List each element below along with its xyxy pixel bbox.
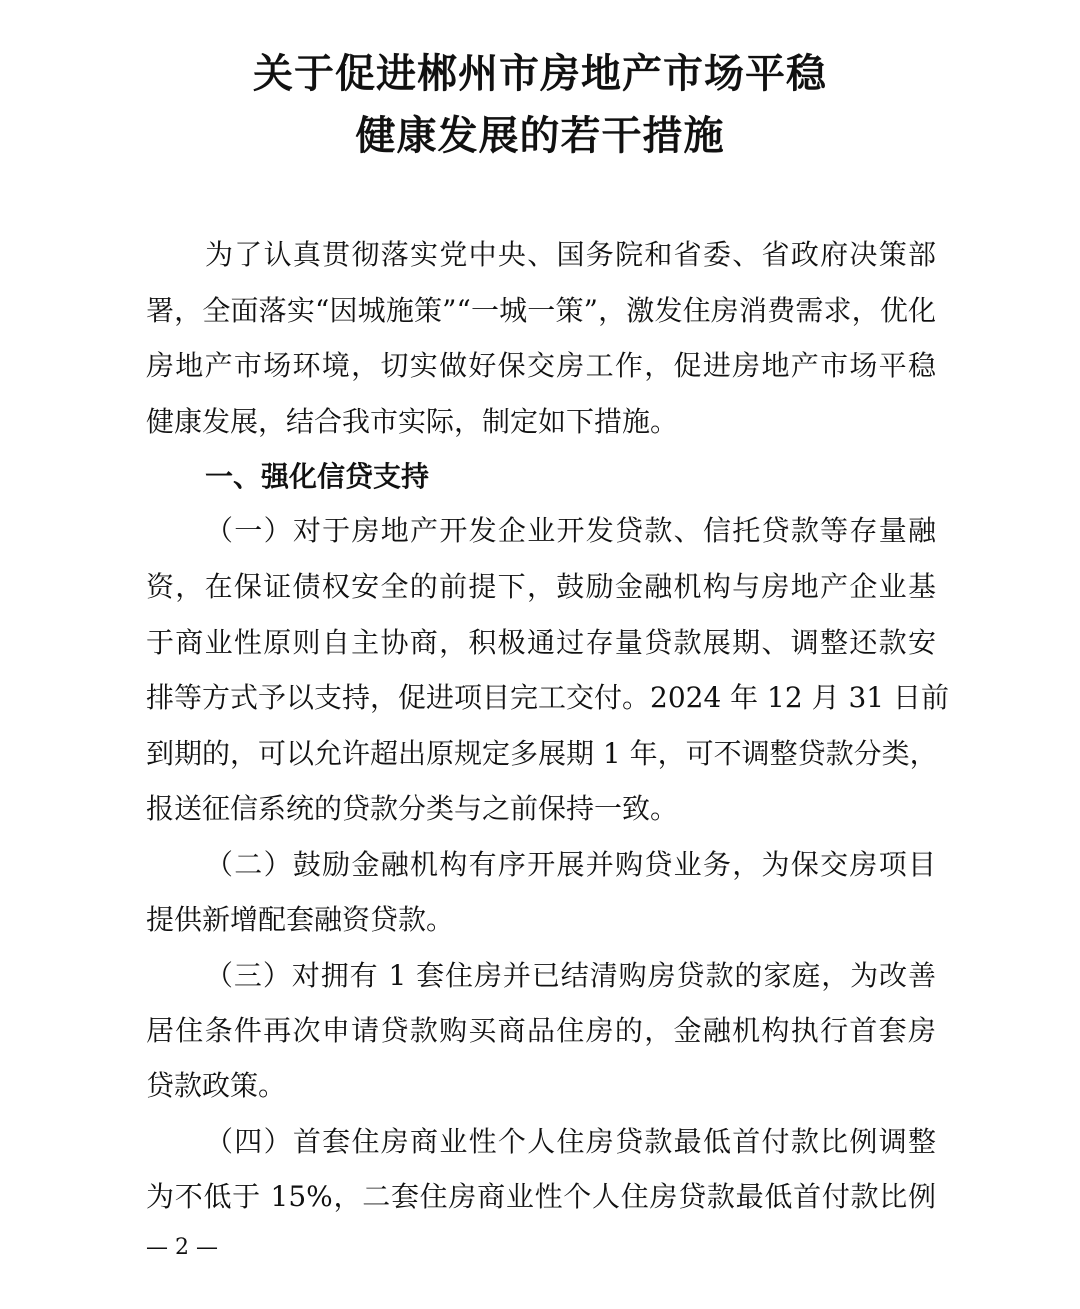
intro-line-2: 署，全面落实“因城施策”“一城一策”，激发住房消费需求，优化 — [146, 294, 936, 327]
item2-line-2: 提供新增配套融资贷款。 — [146, 903, 455, 936]
item3-line-2: 居住条件再次申请贷款购买商品住房的，金融机构执行首套房 — [146, 1014, 936, 1047]
intro-line-4: 健康发展，结合我市实际，制定如下措施。 — [146, 405, 679, 438]
page-number: — 2 — — [146, 1235, 218, 1260]
document-title-line-1: 关于促进郴州市房地产市场平稳 — [253, 50, 827, 97]
item1-line-2: 资，在保证债权安全的前提下，鼓励金融机构与房地产企业基 — [146, 570, 936, 603]
section-heading: 一、强化信贷支持 — [205, 460, 430, 493]
item3-line-3: 贷款政策。 — [146, 1069, 287, 1102]
item1-line-6: 报送征信系统的贷款分类与之前保持一致。 — [146, 792, 679, 825]
item1-line-1: （一）对于房地产开发企业开发贷款、信托贷款等存量融 — [205, 514, 936, 547]
item1-line-5: 到期的，可以允许超出原规定多展期 1 年，可不调整贷款分类， — [146, 737, 938, 770]
intro-line-3: 房地产市场环境，切实做好保交房工作，促进房地产市场平稳 — [146, 349, 936, 382]
document-title-line-2: 健康发展的若干措施 — [355, 112, 725, 159]
item3-line-1: （三）对拥有 1 套住房并已结清购房贷款的家庭，为改善 — [205, 959, 936, 992]
item1-line-4: 排等方式予以支持，促进项目完工交付。2024 年 12 月 31 日前 — [146, 681, 950, 714]
item1-line-3: 于商业性原则自主协商，积极通过存量贷款展期、调整还款安 — [146, 626, 936, 659]
item4-line-2: 为不低于 15%，二套住房商业性个人住房贷款最低首付款比例 — [146, 1180, 936, 1213]
item2-line-1: （二）鼓励金融机构有序开展并购贷业务，为保交房项目 — [205, 848, 936, 881]
item4-line-1: （四）首套住房商业性个人住房贷款最低首付款比例调整 — [205, 1125, 936, 1158]
intro-line-1: 为了认真贯彻落实党中央、国务院和省委、省政府决策部 — [205, 238, 936, 271]
